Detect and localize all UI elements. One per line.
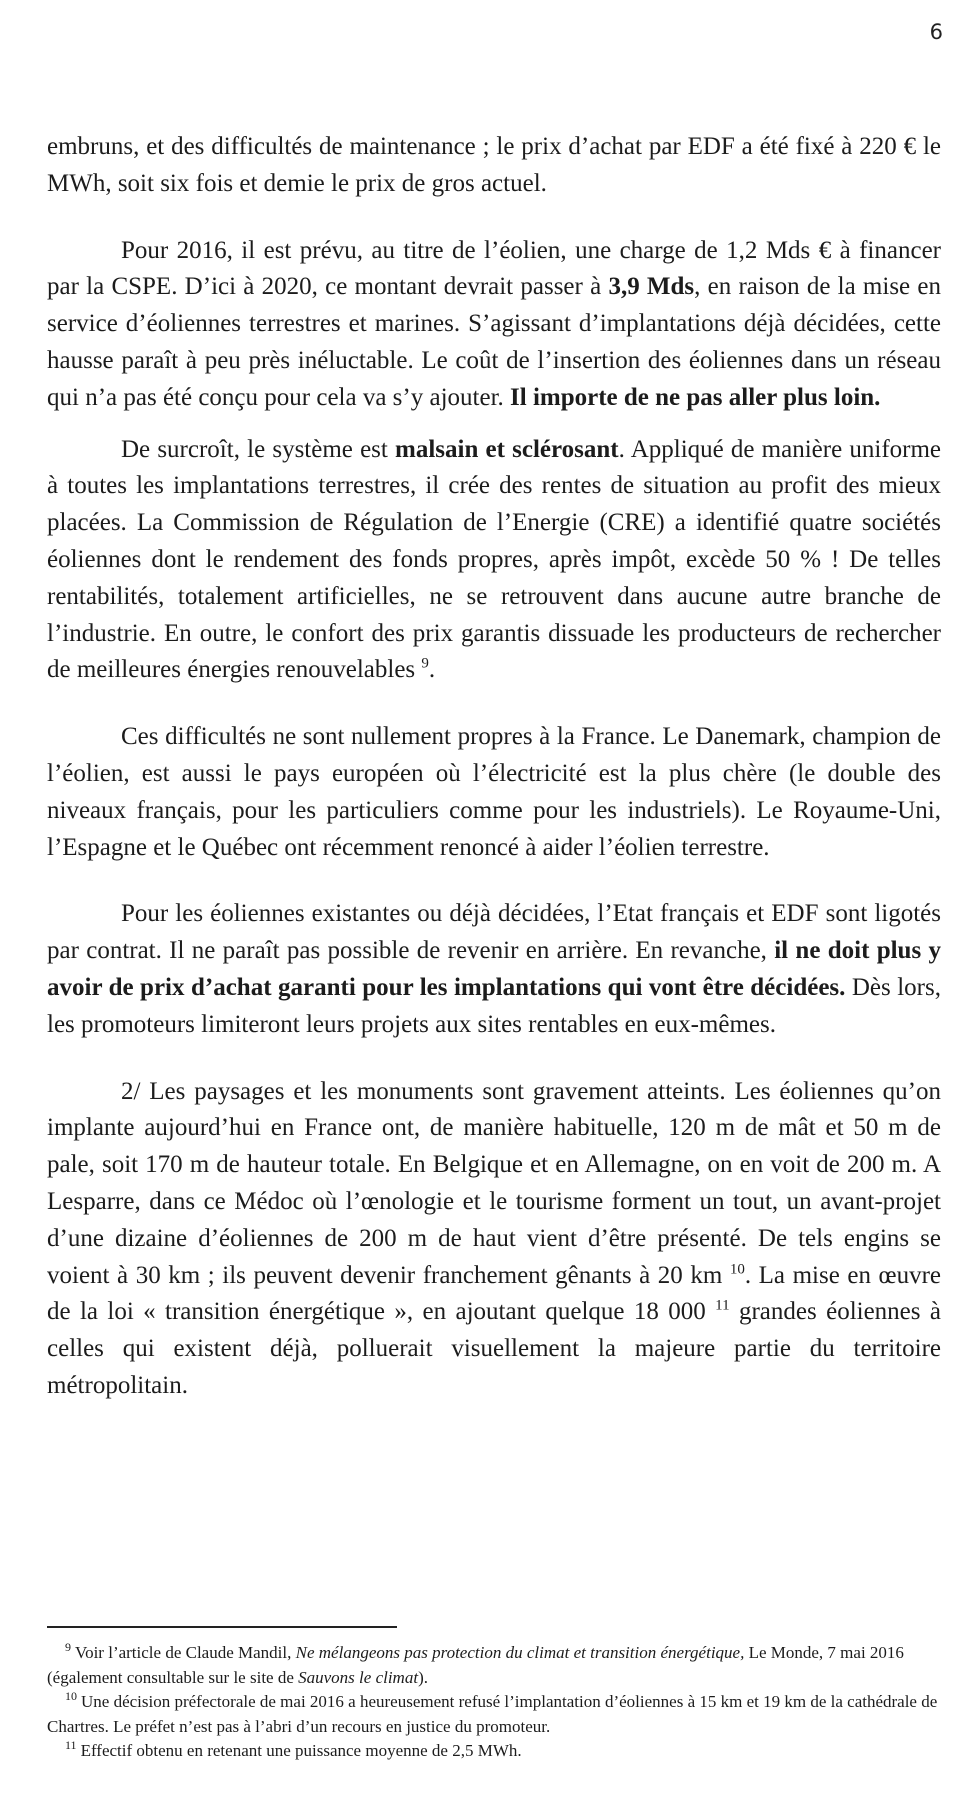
- text-run: ).: [418, 1667, 428, 1687]
- footnote: [47, 1690, 941, 1739]
- footnotes: [47, 1641, 941, 1764]
- text-run: embruns, et des difficultés de maintenance ; le prix d’achat par EDF a été fixé à 220 € le MWh, soit six fois et demie le prix de gros actuel.: [47, 133, 941, 197]
- footnote-divider: [47, 1626, 397, 1628]
- paragraph: [47, 432, 941, 690]
- body-text: [47, 129, 941, 1405]
- text-run: .: [428, 656, 436, 684]
- page-number: 6: [929, 20, 943, 44]
- bold-text: 3,9 Mds: [608, 273, 695, 301]
- footnote-reference: 10: [729, 1261, 745, 1278]
- paragraph: [47, 1074, 941, 1405]
- paragraph: [47, 233, 941, 417]
- footnote-number: 11: [65, 1738, 77, 1753]
- text-run: Ces difficultés ne sont nullement propres à la France. Le Danemark, champion de l’éolien, est aussi le pays européen où l’électricité est la plus chère (le double des niveaux français, pour les particuliers comme pour les industriels). Le Royaume-Uni, l’Espagne et le Québec ont récemment renoncé à aider l’éolien terrestre.: [47, 723, 941, 861]
- text-run: De surcroît, le système est: [121, 435, 396, 463]
- paragraph: [47, 896, 941, 1043]
- footnote-number: 10: [65, 1689, 77, 1704]
- footnote: [47, 1641, 941, 1690]
- bold-text: il ne doit plus y avoir de prix d’achat garanti pour les implantations qui vont être décidées.: [47, 937, 941, 1001]
- text-run: Pour les éoliennes existantes ou déjà décidées, l’Etat français et EDF sont ligotés par contrat. Il ne paraît pas possible de revenir en arrière. En revanche,: [47, 900, 941, 965]
- text-run: Pour 2016, il est prévu, au titre de l’éolien, une charge de 1,2 Mds € à financer par la CSPE. D’ici à 2020, ce montant devrait passer à: [47, 236, 941, 301]
- footnote-reference: 9: [421, 656, 429, 673]
- text-run: . Appliqué de manière uniforme à toutes les implantations terrestres, il crée des rentes de situation au profit des mieux placées. La Commission de Régulation de l’Energie (CRE) a identifié quatre sociétés éoliennes dont le rendement des fonds propres, après impôt, excède 50 % ! De telles rentabilités, totalement artificielles, ne se retrouvent dans aucune autre branche de l’industrie. En outre, le confort des prix garantis dissuade les producteurs de rechercher de meilleures énergies renouvelables: [47, 435, 942, 684]
- paragraph: [47, 129, 941, 203]
- italic-text: Ne mélangeons pas protection du climat et transition énergétique,: [295, 1643, 745, 1662]
- text-run: grandes éoliennes à celles qui existent déjà, polluerait visuellement la majeure partie du territoire métropolitain.: [47, 1298, 941, 1399]
- text-run: Une décision préfectorale de mai 2016 a heureusement refusé l’implantation d’éoliennes à 15 km et 19 km de la cathédrale de Chartres. Le préfet n’est pas à l’abri d’un recours en justice du promoteur.: [47, 1692, 938, 1736]
- text-run: Dès lors, les promoteurs limiteront leurs projets aux sites rentables en eux-mêmes.: [47, 973, 941, 1038]
- text-run: , en raison de la mise en service d’éoliennes terrestres et marines. S’agissant d’implantations déjà décidées, cette hausse paraît à peu près inéluctable. Le coût de l’insertion des éoliennes dans un réseau qui n’a pas été conçu pour cela va s’y ajouter.: [47, 273, 941, 411]
- italic-text: Sauvons le climat: [298, 1667, 419, 1687]
- text-run: . La mise en œuvre de la loi « transition énergétique », en ajoutant quelque 18 000: [47, 1261, 941, 1326]
- bold-text: malsain et sclérosant: [395, 435, 619, 463]
- text-run: Voir l’article de Claude Mandil,: [75, 1643, 296, 1662]
- text-run: Effectif obtenu en retenant une puissance moyenne de 2,5 MWh.: [80, 1741, 522, 1760]
- text-run: 2/ Les paysages et les monuments sont gravement atteints. Les éoliennes qu’on implante aujourd’hui en France ont, de manière habituelle, 120 m de mât et 50 m de pale, soit 170 m de hauteur totale. En Belgique et en Allemagne, on en voit de 200 m. A Lesparre, dans ce Médoc où l’œnologie et le tourisme forment un tout, un avant-projet d’une dizaine d’éoliennes de 200 m de haut vient d’être présenté. De tels engins se voient à 30 km ; ils peuvent devenir franchement gênants à 20 km: [47, 1077, 941, 1289]
- text-run: Le Monde, 7 mai 2016 (également consultable sur le site de: [47, 1643, 904, 1687]
- footnote: [47, 1739, 941, 1764]
- footnote-reference: 11: [715, 1297, 730, 1314]
- bold-text: Il importe de ne pas aller plus loin.: [510, 383, 881, 411]
- paragraph: [47, 719, 941, 866]
- footnote-number: 9: [65, 1640, 71, 1655]
